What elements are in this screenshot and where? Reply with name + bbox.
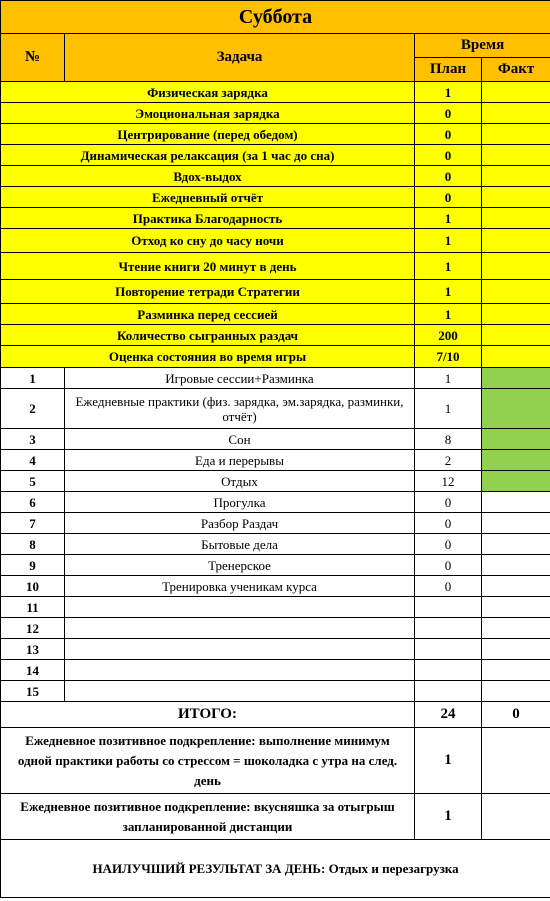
practice-plan[interactable]: 1 bbox=[415, 304, 482, 325]
row-plan[interactable]: 0 bbox=[415, 492, 482, 513]
practice-fact[interactable] bbox=[482, 325, 550, 346]
row-task[interactable]: Сон bbox=[65, 429, 415, 450]
row-fact[interactable] bbox=[482, 576, 550, 597]
header-plan: План bbox=[415, 58, 482, 82]
row-plan[interactable]: 0 bbox=[415, 534, 482, 555]
practice-row bbox=[1, 346, 550, 368]
practice-row bbox=[1, 187, 550, 208]
practice-row bbox=[1, 229, 550, 253]
practice-task: Чтение книги 20 минут в день bbox=[1, 253, 415, 280]
row-fact[interactable] bbox=[482, 368, 550, 389]
row-task[interactable]: Игровые сессии+Разминка bbox=[65, 368, 415, 389]
row-task[interactable]: Ежедневные практики (физ. зарядка, эм.зарядка, разминки, отчёт) bbox=[65, 389, 415, 429]
best-result-row bbox=[1, 840, 550, 898]
table-row bbox=[1, 618, 550, 639]
row-plan[interactable]: 12 bbox=[415, 471, 482, 492]
header-time: Время bbox=[415, 34, 550, 58]
practice-row bbox=[1, 145, 550, 166]
practice-plan[interactable]: 1 bbox=[415, 208, 482, 229]
reinforcement-empty bbox=[482, 728, 550, 794]
row-plan[interactable] bbox=[415, 660, 482, 681]
row-plan[interactable]: 0 bbox=[415, 555, 482, 576]
practice-task: Повторение тетради Стратегии bbox=[1, 280, 415, 304]
header-number: № bbox=[1, 34, 65, 82]
total-row bbox=[1, 702, 550, 728]
row-task[interactable]: Разбор Раздач bbox=[65, 513, 415, 534]
row-task[interactable] bbox=[65, 681, 415, 702]
row-fact[interactable] bbox=[482, 597, 550, 618]
row-number: 15 bbox=[1, 681, 65, 702]
reinforcement-value[interactable]: 1 bbox=[415, 794, 482, 840]
row-number: 12 bbox=[1, 618, 65, 639]
practice-plan[interactable]: 0 bbox=[415, 145, 482, 166]
table-row bbox=[1, 389, 550, 429]
table-row bbox=[1, 368, 550, 389]
practice-row bbox=[1, 166, 550, 187]
row-task[interactable]: Бытовые дела bbox=[65, 534, 415, 555]
row-task[interactable]: Отдых bbox=[65, 471, 415, 492]
row-plan[interactable]: 0 bbox=[415, 576, 482, 597]
row-plan[interactable] bbox=[415, 597, 482, 618]
table-row bbox=[1, 660, 550, 681]
practice-task: Центрирование (перед обедом) bbox=[1, 124, 415, 145]
table-row bbox=[1, 576, 550, 597]
row-number: 8 bbox=[1, 534, 65, 555]
row-plan[interactable]: 0 bbox=[415, 513, 482, 534]
row-fact[interactable] bbox=[482, 429, 550, 450]
row-number: 4 bbox=[1, 450, 65, 471]
row-fact[interactable] bbox=[482, 534, 550, 555]
row-task[interactable] bbox=[65, 618, 415, 639]
row-fact[interactable] bbox=[482, 389, 550, 429]
practice-plan[interactable]: 1 bbox=[415, 229, 482, 253]
row-number: 11 bbox=[1, 597, 65, 618]
practice-plan[interactable]: 0 bbox=[415, 124, 482, 145]
practice-task: Динамическая релаксация (за 1 час до сна) bbox=[1, 145, 415, 166]
practice-plan[interactable]: 1 bbox=[415, 253, 482, 280]
practice-task: Оценка состояния во время игры bbox=[1, 346, 415, 368]
row-task[interactable]: Еда и перерывы bbox=[65, 450, 415, 471]
header-task: Задача bbox=[65, 34, 415, 82]
row-plan[interactable]: 8 bbox=[415, 429, 482, 450]
reinforcement-value[interactable]: 1 bbox=[415, 728, 482, 794]
practice-fact[interactable] bbox=[482, 346, 550, 368]
practice-fact[interactable] bbox=[482, 82, 550, 103]
row-number: 3 bbox=[1, 429, 65, 450]
row-plan[interactable] bbox=[415, 639, 482, 660]
row-fact[interactable] bbox=[482, 681, 550, 702]
table-row bbox=[1, 597, 550, 618]
total-label: ИТОГО: bbox=[1, 702, 415, 728]
practice-task: Ежедневный отчёт bbox=[1, 187, 415, 208]
practice-fact[interactable] bbox=[482, 229, 550, 253]
row-task[interactable]: Тренировка ученикам курса bbox=[65, 576, 415, 597]
reinforcement-row bbox=[1, 728, 550, 794]
practice-plan[interactable]: 0 bbox=[415, 103, 482, 124]
total-fact: 0 bbox=[482, 702, 550, 728]
row-fact[interactable] bbox=[482, 513, 550, 534]
practice-row bbox=[1, 304, 550, 325]
practice-plan[interactable]: 200 bbox=[415, 325, 482, 346]
practice-row bbox=[1, 103, 550, 124]
table-row bbox=[1, 555, 550, 576]
total-plan: 24 bbox=[415, 702, 482, 728]
row-fact[interactable] bbox=[482, 555, 550, 576]
practice-plan[interactable]: 1 bbox=[415, 280, 482, 304]
row-plan[interactable] bbox=[415, 681, 482, 702]
practice-row bbox=[1, 325, 550, 346]
practice-fact[interactable] bbox=[482, 208, 550, 229]
practice-plan[interactable]: 7/10 bbox=[415, 346, 482, 368]
row-plan[interactable] bbox=[415, 618, 482, 639]
row-task[interactable] bbox=[65, 597, 415, 618]
reinforcement-text: Ежедневное позитивное подкрепление: выполнение минимум одной практики работы со стрессом = шоколадка с утра на след. день bbox=[1, 728, 415, 794]
reinforcement-row bbox=[1, 794, 550, 840]
row-number: 10 bbox=[1, 576, 65, 597]
table-row bbox=[1, 450, 550, 471]
row-number: 13 bbox=[1, 639, 65, 660]
practice-plan[interactable]: 1 bbox=[415, 82, 482, 103]
practice-plan[interactable]: 0 bbox=[415, 187, 482, 208]
row-fact[interactable] bbox=[482, 618, 550, 639]
reinforcement-text: Ежедневное позитивное подкрепление: вкусняшка за отыгрыш запланированной дистанции bbox=[1, 794, 415, 840]
row-plan[interactable]: 1 bbox=[415, 389, 482, 429]
day-title: Суббота bbox=[1, 1, 550, 34]
practice-plan[interactable]: 0 bbox=[415, 166, 482, 187]
practice-task: Отход ко сну до часу ночи bbox=[1, 229, 415, 253]
header-fact: Факт bbox=[482, 58, 550, 82]
table-row bbox=[1, 492, 550, 513]
row-task[interactable] bbox=[65, 639, 415, 660]
practice-fact[interactable] bbox=[482, 145, 550, 166]
row-number: 7 bbox=[1, 513, 65, 534]
row-number: 9 bbox=[1, 555, 65, 576]
row-number: 5 bbox=[1, 471, 65, 492]
practice-fact[interactable] bbox=[482, 187, 550, 208]
practice-row bbox=[1, 82, 550, 103]
practice-row bbox=[1, 124, 550, 145]
practice-fact[interactable] bbox=[482, 103, 550, 124]
practice-fact[interactable] bbox=[482, 166, 550, 187]
row-task[interactable]: Прогулка bbox=[65, 492, 415, 513]
row-fact[interactable] bbox=[482, 471, 550, 492]
row-plan[interactable]: 2 bbox=[415, 450, 482, 471]
table-row bbox=[1, 639, 550, 660]
practice-row bbox=[1, 208, 550, 229]
row-fact[interactable] bbox=[482, 639, 550, 660]
row-fact[interactable] bbox=[482, 450, 550, 471]
row-number: 6 bbox=[1, 492, 65, 513]
table-row bbox=[1, 429, 550, 450]
table-row bbox=[1, 534, 550, 555]
practice-row bbox=[1, 253, 550, 280]
row-number: 2 bbox=[1, 389, 65, 429]
row-number: 1 bbox=[1, 368, 65, 389]
practice-task: Физическая зарядка bbox=[1, 82, 415, 103]
practice-row bbox=[1, 280, 550, 304]
row-plan[interactable]: 1 bbox=[415, 368, 482, 389]
practice-fact[interactable] bbox=[482, 253, 550, 280]
best-result-text: НАИЛУЧШИЙ РЕЗУЛЬТАТ ЗА ДЕНЬ: Отдых и перезагрузка bbox=[1, 840, 550, 898]
row-task[interactable]: Тренерское bbox=[65, 555, 415, 576]
practice-fact[interactable] bbox=[482, 280, 550, 304]
row-fact[interactable] bbox=[482, 660, 550, 681]
row-task[interactable] bbox=[65, 660, 415, 681]
row-fact[interactable] bbox=[482, 492, 550, 513]
practice-fact[interactable] bbox=[482, 124, 550, 145]
table-row bbox=[1, 471, 550, 492]
practice-task: Вдох-выдох bbox=[1, 166, 415, 187]
row-number: 14 bbox=[1, 660, 65, 681]
practice-task: Эмоциональная зарядка bbox=[1, 103, 415, 124]
table-row bbox=[1, 513, 550, 534]
practice-task: Количество сыгранных раздач bbox=[1, 325, 415, 346]
reinforcement-empty bbox=[482, 794, 550, 840]
practice-fact[interactable] bbox=[482, 304, 550, 325]
table-row bbox=[1, 681, 550, 702]
practice-task: Практика Благодарность bbox=[1, 208, 415, 229]
practice-task: Разминка перед сессией bbox=[1, 304, 415, 325]
